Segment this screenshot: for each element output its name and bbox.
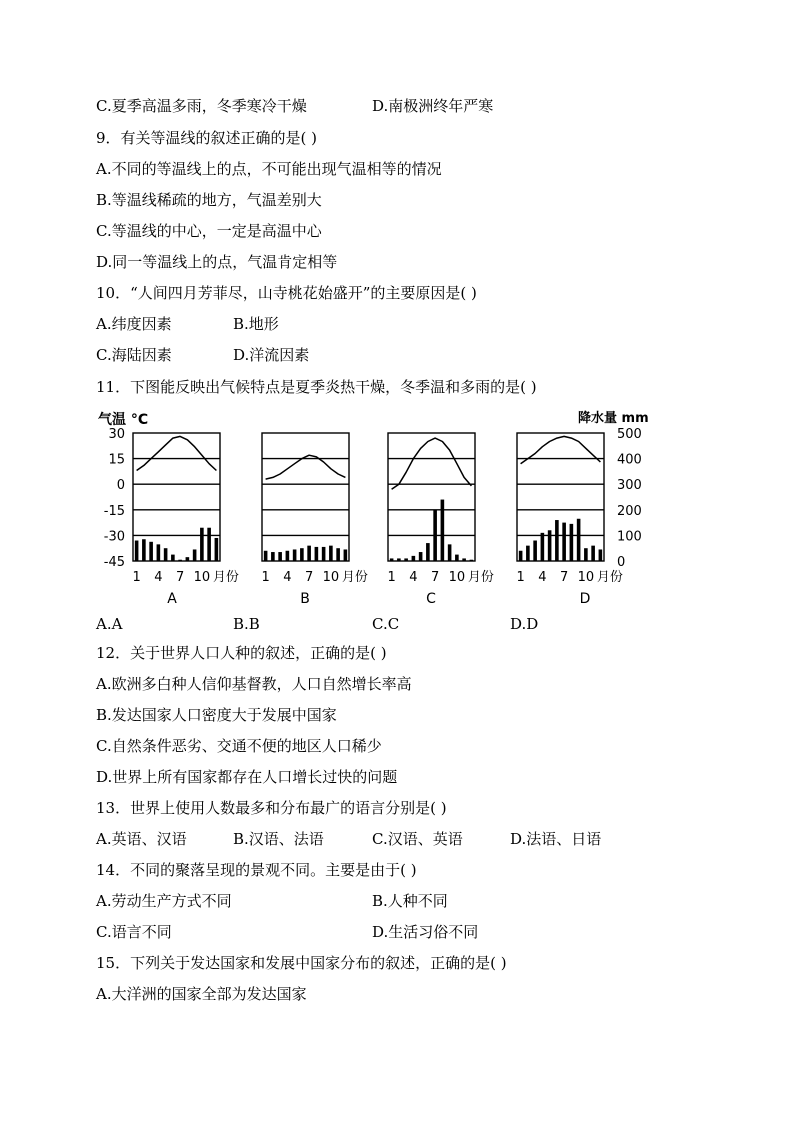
precipitation-bar	[562, 523, 566, 561]
panel-label: C	[426, 591, 436, 605]
q13-stem: 13．世界上使用人数最多和分布最广的语言分别是( )	[96, 799, 447, 817]
month-tick-label: 1	[516, 570, 525, 585]
temperature-tick-label: -15	[103, 503, 125, 519]
panel-label: B	[300, 591, 310, 605]
precipitation-bar	[344, 549, 348, 561]
q14-option-c: C.语言不同	[96, 923, 172, 941]
q11-option-a: A.A	[96, 615, 123, 633]
precipitation-bar	[555, 520, 559, 561]
q9-option-c: C.等温线的中心，一定是高温中心	[96, 222, 322, 240]
climate-panel-b	[261, 433, 367, 605]
q9-option-d: D.同一等温线上的点，气温肯定相等	[96, 253, 338, 271]
q12-option-d: D.世界上所有国家都存在人口增长过快的问题	[96, 768, 398, 786]
q10-option-c: C.海陆因素	[96, 346, 172, 364]
precipitation-bar	[215, 538, 219, 561]
precipitation-bar	[322, 547, 326, 561]
precipitation-bar	[526, 546, 530, 561]
precipitation-bar	[404, 558, 408, 561]
q11-stem: 11．下图能反映出气候特点是夏季炎热干燥，冬季温和多雨的是( )	[96, 378, 537, 396]
q13-option-b: B.汉语、法语	[233, 830, 324, 848]
q8-option-c: C.夏季高温多雨，冬季寒冷干燥	[96, 97, 307, 115]
precipitation-bar	[433, 510, 437, 561]
precipitation-tick-label: 500	[617, 427, 642, 442]
precipitation-bar	[315, 547, 319, 561]
month-tick-label: 10	[193, 570, 211, 585]
precipitation-bar	[264, 551, 268, 561]
month-tick-label: 4	[409, 570, 418, 585]
precipitation-tick-label: 300	[617, 478, 642, 494]
q13-option-a: A.英语、汉语	[96, 830, 187, 848]
q9-stem: 9．有关等温线的叙述正确的是( )	[96, 129, 318, 147]
temperature-tick-label: -45	[103, 555, 125, 570]
precipitation-bar	[142, 539, 146, 561]
month-tick-label: 10	[577, 570, 595, 585]
q11-option-d: D.D	[510, 615, 539, 633]
q10-option-d: D.洋流因素	[233, 346, 310, 364]
precipitation-bar	[441, 500, 445, 561]
precipitation-axis-label: 降水量 mm	[578, 411, 649, 426]
climate-panel-a	[132, 433, 238, 605]
month-tick-label: 1	[132, 570, 141, 585]
precipitation-bar	[470, 560, 474, 561]
temperature-curve	[137, 436, 217, 470]
month-tick-label: 7	[304, 570, 314, 585]
precipitation-bar	[397, 558, 401, 561]
month-tick-label: 1	[387, 570, 396, 585]
month-unit-label: 月份	[341, 570, 368, 585]
precipitation-bar	[455, 555, 459, 561]
precipitation-bar	[462, 558, 466, 561]
precipitation-bar	[329, 546, 333, 561]
precipitation-bar	[278, 552, 282, 561]
precipitation-tick-label: 0	[617, 555, 626, 570]
q12-option-a: A.欧洲多白种人信仰基督教，人口自然增长率高	[96, 675, 412, 693]
q14-option-b: B.人种不同	[372, 892, 448, 910]
precipitation-bar	[157, 544, 161, 561]
precipitation-bar	[570, 524, 574, 561]
precipitation-bar	[186, 557, 190, 561]
q13-option-c: C.汉语、英语	[372, 830, 463, 848]
temperature-tick-label: 15	[108, 452, 125, 468]
q10-stem: 10．“人间四月芳菲尽，山寺桃花始盛开”的主要原因是( )	[96, 284, 477, 302]
precipitation-bar	[584, 548, 588, 561]
precipitation-bar	[412, 556, 416, 561]
precipitation-bar	[293, 549, 297, 561]
temperature-axis-label: 气温 °C	[98, 412, 149, 428]
precipitation-bar	[271, 552, 275, 561]
temperature-curve	[392, 438, 472, 489]
panel-frame	[388, 433, 475, 561]
month-unit-label: 月份	[596, 570, 623, 585]
q15-stem: 15．下列关于发达国家和发展中国家分布的叙述，正确的是( )	[96, 954, 507, 972]
q13-option-d: D.法语、日语	[510, 830, 602, 848]
precipitation-bar	[164, 548, 168, 561]
precipitation-bar	[200, 528, 204, 561]
panel-label: D	[579, 591, 591, 605]
precipitation-bar	[300, 548, 304, 561]
precipitation-bar	[548, 530, 552, 561]
panel-frame	[133, 433, 220, 561]
month-unit-label: 月份	[467, 570, 494, 585]
precipitation-bar	[390, 558, 394, 561]
precipitation-bar	[193, 549, 197, 561]
q10-option-a: A.纬度因素	[96, 315, 172, 333]
precipitation-bar	[591, 546, 595, 561]
precipitation-bar	[149, 542, 153, 561]
q14-option-d: D.生活习俗不同	[372, 923, 479, 941]
precipitation-bar	[577, 519, 581, 561]
q12-option-c: C.自然条件恶劣、交通不便的地区人口稀少	[96, 737, 382, 755]
precipitation-bar	[448, 544, 452, 561]
precipitation-bar	[171, 555, 175, 561]
q10-option-b: B.地形	[233, 315, 279, 333]
month-tick-label: 7	[559, 570, 569, 585]
precipitation-bar	[135, 541, 139, 561]
precipitation-bar	[178, 560, 182, 561]
month-tick-label: 7	[430, 570, 440, 585]
precipitation-tick-label: 400	[617, 452, 642, 468]
q14-option-a: A.劳动生产方式不同	[96, 892, 232, 910]
temperature-tick-label: -30	[103, 529, 125, 545]
precipitation-bar	[519, 551, 523, 561]
q14-stem: 14．不同的聚落呈现的景观不同。主要是由于( )	[96, 861, 417, 879]
temperature-tick-label: 0	[116, 478, 125, 494]
month-tick-label: 4	[283, 570, 292, 585]
q15-option-a: A.大洋洲的国家全部为发达国家	[96, 985, 307, 1003]
month-tick-label: 10	[448, 570, 466, 585]
precipitation-bar	[533, 541, 537, 561]
panel-frame	[262, 433, 349, 561]
month-tick-label: 10	[322, 570, 340, 585]
precipitation-bar	[599, 549, 603, 561]
precipitation-bar	[286, 551, 290, 561]
precipitation-bar	[541, 533, 545, 561]
q9-option-a: A.不同的等温线上的点，不可能出现气温相等的情况	[96, 160, 442, 178]
precipitation-bar	[426, 543, 430, 561]
precipitation-tick-label: 200	[617, 503, 642, 519]
q11-option-c: C.C	[372, 615, 400, 633]
precipitation-bar	[307, 546, 311, 561]
month-tick-label: 4	[538, 570, 547, 585]
q11-option-b: B.B	[233, 615, 260, 633]
q12-option-b: B.发达国家人口密度大于发展中国家	[96, 706, 337, 724]
temperature-curve	[521, 436, 601, 463]
precipitation-bar	[336, 548, 340, 561]
precipitation-bar	[207, 528, 211, 561]
climate-panel-c	[387, 433, 493, 605]
q12-stem: 12．关于世界人口人种的叙述，正确的是( )	[96, 644, 387, 662]
climate-charts	[90, 405, 650, 605]
temperature-tick-label: 30	[108, 427, 125, 442]
month-tick-label: 1	[261, 570, 270, 585]
q8-option-d: D.南极洲终年严寒	[372, 97, 494, 115]
precipitation-bar	[419, 552, 423, 561]
month-tick-label: 7	[175, 570, 185, 585]
month-tick-label: 4	[154, 570, 163, 585]
month-unit-label: 月份	[212, 570, 239, 585]
precipitation-tick-label: 100	[617, 529, 642, 545]
q9-option-b: B.等温线稀疏的地方，气温差别大	[96, 191, 322, 209]
climate-panel-d	[516, 433, 622, 605]
panel-label: A	[167, 591, 177, 605]
